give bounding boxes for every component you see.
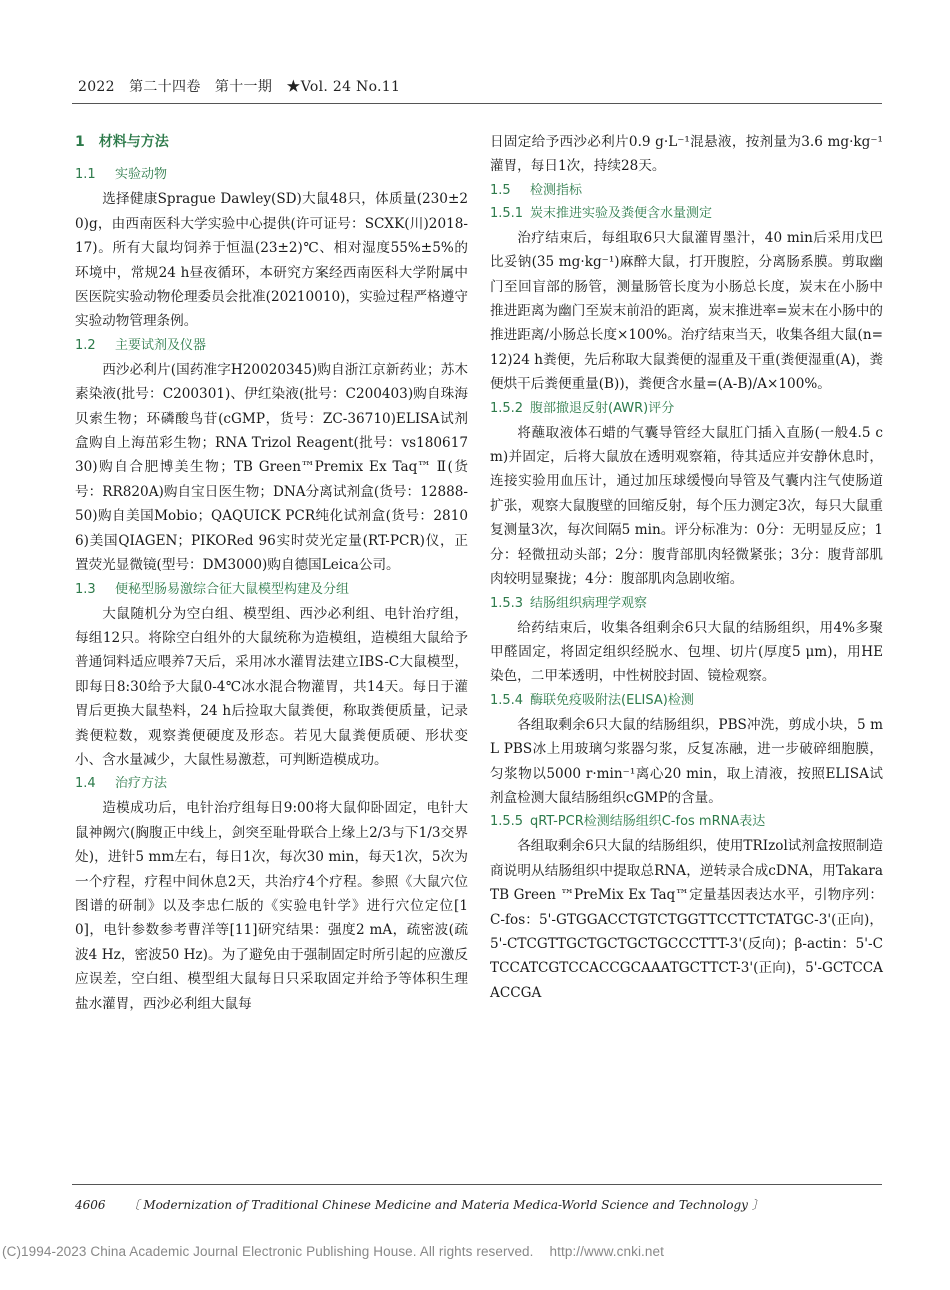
subsection-number: 1.5.4	[490, 692, 524, 708]
subsection-heading	[75, 164, 468, 186]
section-title: 1 材料与方法	[75, 134, 169, 150]
subsection-title: 便秘型肠易激综合征大鼠模型构建及分组	[115, 581, 350, 597]
copyright-text: (C)1994-2023 China Academic Journal Electronic Publishing House. All rights reserved.	[2, 1244, 534, 1259]
subsection-number: 1.4	[75, 776, 96, 792]
subsection-title: 治疗方法	[115, 776, 168, 792]
subsection-title: 酶联免疫吸附法(ELISA)检测	[530, 692, 694, 708]
subsection-heading	[490, 690, 883, 712]
subsection-heading	[490, 398, 883, 420]
page-footer	[75, 1196, 764, 1213]
subsection-heading	[75, 335, 468, 357]
left-column	[75, 128, 468, 1016]
paragraph: 治疗结束后，每组取6只大鼠灌胃墨汁，40 min后采用戊巴比妥钠(35 mg·kg⁻¹)麻醉大鼠，打开腹腔，分离肠系膜。剪取幽门至回盲部的肠管，测量肠管长度为小肠总长度，炭末在小肠中推进距离为幽门至炭末前沿的距离，炭末推进率=炭末在小肠中的推进距离/小肠总长度×100%。治疗结束当天，收集各组大鼠(n=12)24 h粪便，先后称取大鼠粪便的湿重及干重(粪便湿重(A)，粪便烘干后粪便重量(B))，粪便含水量=(A-B)/A×100%。	[490, 229, 883, 393]
running-header: 2022 第二十四卷 第十一期 ★Vol. 24 No.11	[78, 79, 401, 95]
subsection-number: 1.1	[75, 167, 96, 183]
subsection-heading	[75, 579, 468, 601]
cnki-link[interactable]: http://www.cnki.net	[549, 1244, 664, 1259]
subsection-heading	[75, 773, 468, 795]
subsection-heading	[490, 203, 883, 225]
subsection-title: 主要试剂及仪器	[115, 337, 207, 353]
paragraph: 给药结束后，收集各组剩余6只大鼠的结肠组织，用4%多聚甲醛固定，将固定组织经脱水、包埋、切片(厚度5 μm)，用HE染色，二甲苯透明，中性树胶封固、镜检观察。	[490, 619, 883, 685]
footer-divider	[72, 1184, 882, 1185]
paragraph-continued: 日固定给予西沙必利片0.9 g·L⁻¹混悬液，按剂量为3.6 mg·kg⁻¹灌胃，每日1次，持续28天。	[490, 134, 883, 175]
page-number: 4606	[75, 1198, 106, 1212]
subsection-title: 检测指标	[530, 182, 583, 198]
subsection-title: qRT-PCR检测结肠组织C-fos mRNA表达	[530, 814, 766, 830]
subsection-number: 1.5.5	[490, 814, 524, 830]
subsection-title: 实验动物	[115, 167, 168, 183]
copyright-line	[2, 1244, 664, 1259]
header-divider	[72, 103, 882, 104]
paragraph: 选择健康Sprague Dawley(SD)大鼠48只，体质量(230±20)g，由西南医科大学实验中心提供(许可证号：SCXK(川)2018-17)。所有大鼠均饲养于恒温(23±2)℃、相对湿度55%±5%的环境中，常规24 h昼夜循环，本研究方案经西南医科大学附属中医医院实验动物伦理委员会批准(20210010)，实验过程严格遵守实验动物管理条例。	[75, 191, 468, 330]
subsection-number: 1.2	[75, 337, 96, 353]
subsection-number: 1.5.1	[490, 205, 524, 221]
paragraph: 造模成功后，电针治疗组每日9:00将大鼠仰卧固定，电针大鼠神阙穴(胸腹正中线上，剑突至耻骨联合上缘上2/3与下1/3交界处)，进针5 mm左右，每日1次，每次30 min，每天1次，5次为一个疗程，疗程中间休息2天，共治疗4个疗程。参照《大鼠穴位图谱的研制》以及李忠仁版的《实验电针学》进行穴位定位[10]，电针参数参考曹洋等[11]研究结果：强度2 mA，疏密波(疏波4 Hz，密波50 Hz)。为了避免由于强制固定时所引起的应激反应误差，空白组、模型组大鼠每日只采取固定并给予等体积生理盐水灌胃，西沙必利组大鼠每	[75, 800, 468, 1012]
paragraph: 各组取剩余6只大鼠的结肠组织，PBS冲洗，剪成小块，5 mL PBS冰上用玻璃匀浆器匀浆，反复冻融，进一步破碎细胞膜，匀浆物以5000 r·min⁻¹离心20 min，取上清液，按照ELISA试剂盒检测大鼠结肠组织cGMP的含量。	[490, 716, 883, 806]
subsection-number: 1.5.2	[490, 400, 524, 416]
subsection-heading	[490, 593, 883, 615]
subsection-title: 腹部撤退反射(AWR)评分	[530, 400, 675, 416]
paragraph: 大鼠随机分为空白组、模型组、西沙必利组、电针治疗组，每组12只。将除空白组外的大鼠统称为造模组，造模组大鼠给予普通饲料适应喂养7天后，采用冰水灌胃法建立IBS-C大鼠模型，即每日8:30给予大鼠0-4℃冰水混合物灌胃，共14天。每日于灌胃后更换大鼠垫料，24 h后捡取大鼠粪便，称取粪便质量，记录粪便粒数，观察粪便硬度及形态。若见大鼠粪便质硬、形状变小、含水量减少，大鼠性易激惹，可判断造模成功。	[75, 605, 468, 768]
subsection-heading	[490, 811, 883, 833]
paragraph: 西沙必利片(国药准字H20020345)购自浙江京新药业；苏木素染液(批号：C200301)、伊红染液(批号：C200403)购自珠海贝索生物；环磷酸鸟苷(cGMP，货号：ZC-36710)ELISA试剂盒购自上海茁彩生物；RNA Trizol Reagent(批号：vs18061730)购自合肥博美生物；TB Green™Premix Ex Taq™ Ⅱ(货号：RR820A)购自宝日医生物；DNA分离试剂盒(货号：12888-50)购自美国Mobio；QAQUICK PCR纯化试剂盒(货号：28106)美国QIAGEN；PIKORed 96实时荧光定量(RT-PCR)仪，正置荧光显微镜(型号：DM3000)购自德国Leica公司。	[75, 361, 468, 574]
paragraph: 将蘸取液体石蜡的气囊导管经大鼠肛门插入直肠(一般4.5 cm)并固定，后将大鼠放在透明观察箱，待其适应并安静休息时，连接实验用血压计，通过加压球缓慢向导管及气囊内注气使肠道扩张，观察大鼠腹壁的回缩反射，每个压力测定3次，每只大鼠重复测量3次，每次间隔5 min。评分标准为：0分：无明显反应；1分：轻微扭动头部；2分：腹背部肌肉轻微紧张；3分：腹背部肌肉较明显聚拢；4分：腹部肌肉急剧收缩。	[490, 424, 883, 588]
journal-name: 〔 Modernization of Traditional Chinese Medicine and Materia Medica-World Science and Technology 〕	[127, 1198, 764, 1212]
subsection-number: 1.5	[490, 182, 511, 198]
subsection-title: 结肠组织病理学观察	[530, 595, 648, 611]
subsection-heading	[490, 180, 883, 202]
subsection-title: 炭末推进实验及粪便含水量测定	[530, 205, 713, 221]
subsection-number: 1.3	[75, 581, 96, 597]
paragraph: 各组取剩余6只大鼠的结肠组织，使用TRIzol试剂盒按照制造商说明从结肠组织中提取总RNA，逆转录合成cDNA，用Takara TB Green ™PreMix Ex Taq™定量基因表达水平，引物序列：C-fos：5'-GTGGACCTGTCTGGTTCCTTCTATGC-3'(正向)，5'-CTCGTTGCTGCTGCTGCCCTTT-3'(反向)；β-actin：5'-CTCCATCGTCCACCGCAAATGCTTCT-3'(正向)，5'-GCTCCAACCGA	[490, 838, 883, 1001]
right-column	[490, 130, 883, 1005]
subsection-number: 1.5.3	[490, 595, 524, 611]
